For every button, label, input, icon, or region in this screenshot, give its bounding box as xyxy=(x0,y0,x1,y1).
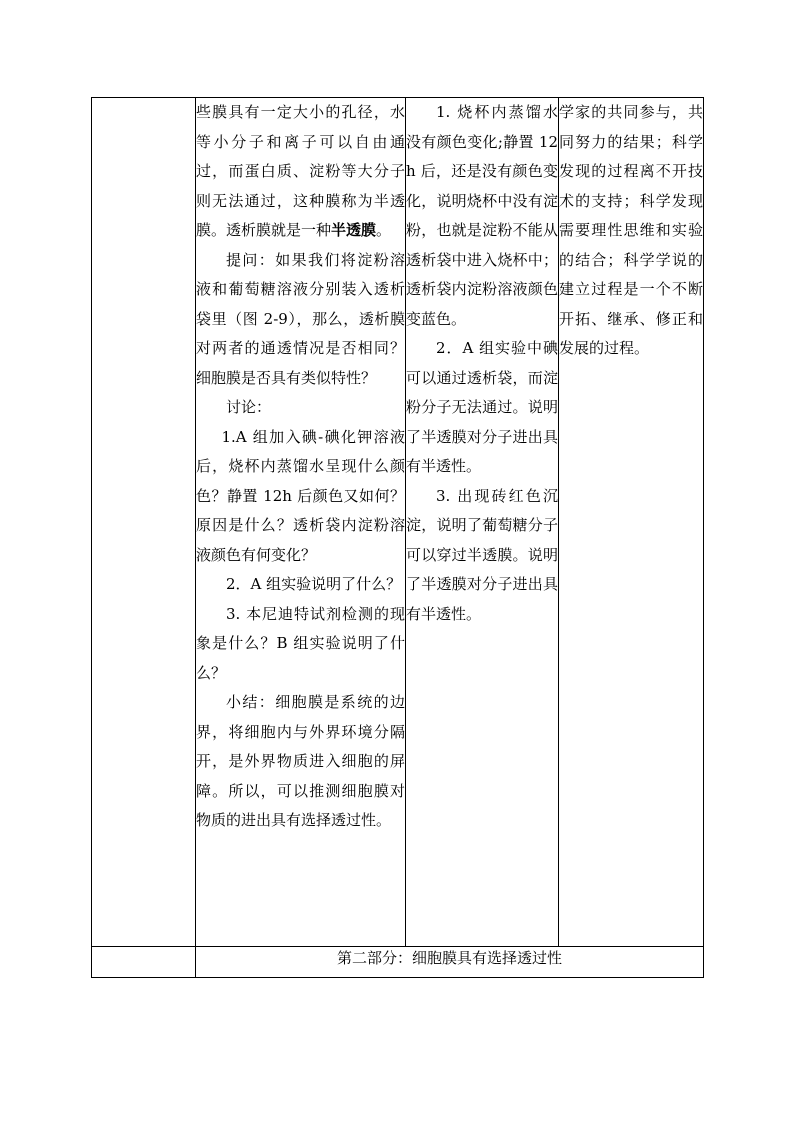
empty-cell xyxy=(92,947,196,978)
student-activity-cell xyxy=(406,98,559,947)
bold-term: 半透膜 xyxy=(331,221,377,239)
paragraph-membrane-intro: 些膜具有一定大小的孔径，水等小分子和离子可以自由通过，而蛋白质、淀粉等大分子则无法通过，这种膜称为半透膜。透析膜就是一种半透膜。 xyxy=(196,103,405,239)
design-intent-cell xyxy=(559,98,704,947)
paragraph-discussion-q3: 3. 本尼迪特试剂检测的现象是什么？B 组实验说明了什么？ xyxy=(196,604,405,682)
paragraph-summary: 小结：细胞膜是系统的边界，将细胞内与外界环境分隔开，是外界物质进入细胞的屏障。所以，可以推测细胞膜对物质的进出具有选择透过性。 xyxy=(196,693,405,829)
paragraph-answer-2: 2．A 组实验中碘可以通过透析袋，而淀粉分子无法通过。说明了半透膜对分子进出具有半透性。 xyxy=(406,339,558,475)
paragraph-discussion-heading: 讨论： xyxy=(226,398,272,416)
section-title: 第二部分：细胞膜具有选择透过性 xyxy=(196,947,704,978)
table-row xyxy=(92,947,704,978)
table-row xyxy=(92,98,704,947)
paragraph-discussion-q2: 2．A 组实验说明了什么？ xyxy=(226,575,402,593)
teacher-activity-cell xyxy=(196,98,406,947)
paragraph-discussion-q1: 1.A 组加入碘-碘化钾溶液后，烧杯内蒸馏水呈现什么颜色？静置 12h 后颜色又如何？原因是什么？透析袋内淀粉溶液颜色有何变化？ xyxy=(196,427,405,564)
paragraph-answer-3: 3. 出现砖红色沉淀，说明了葡萄糖分子可以穿过半透膜。说明了半透膜对分子进出具有半透性。 xyxy=(406,486,558,623)
paragraph-answer-1: 1. 烧杯内蒸馏水没有颜色变化;静置 12h 后，还是没有颜色变化，说明烧杯中没有淀粉，也就是淀粉不能从透析袋中进入烧杯中；透析袋内淀粉溶液颜色变蓝色。 xyxy=(406,103,558,328)
empty-cell xyxy=(92,98,196,947)
paragraph-question: 提问：如果我们将淀粉溶液和葡萄糖溶液分别装入透析袋里（图 2-9），那么，透析膜对两者的通透情况是否相同？细胞膜是否具有类似特性？ xyxy=(196,250,405,387)
lesson-plan-table xyxy=(91,97,704,978)
paragraph-design-intent: 学家的共同参与，共同努力的结果；科学发现的过程离不开技术的支持；科学发现需要理性思维和实验的结合；科学学说的建立过程是一个不断开拓、继承、修正和发展的过程。 xyxy=(559,103,703,357)
